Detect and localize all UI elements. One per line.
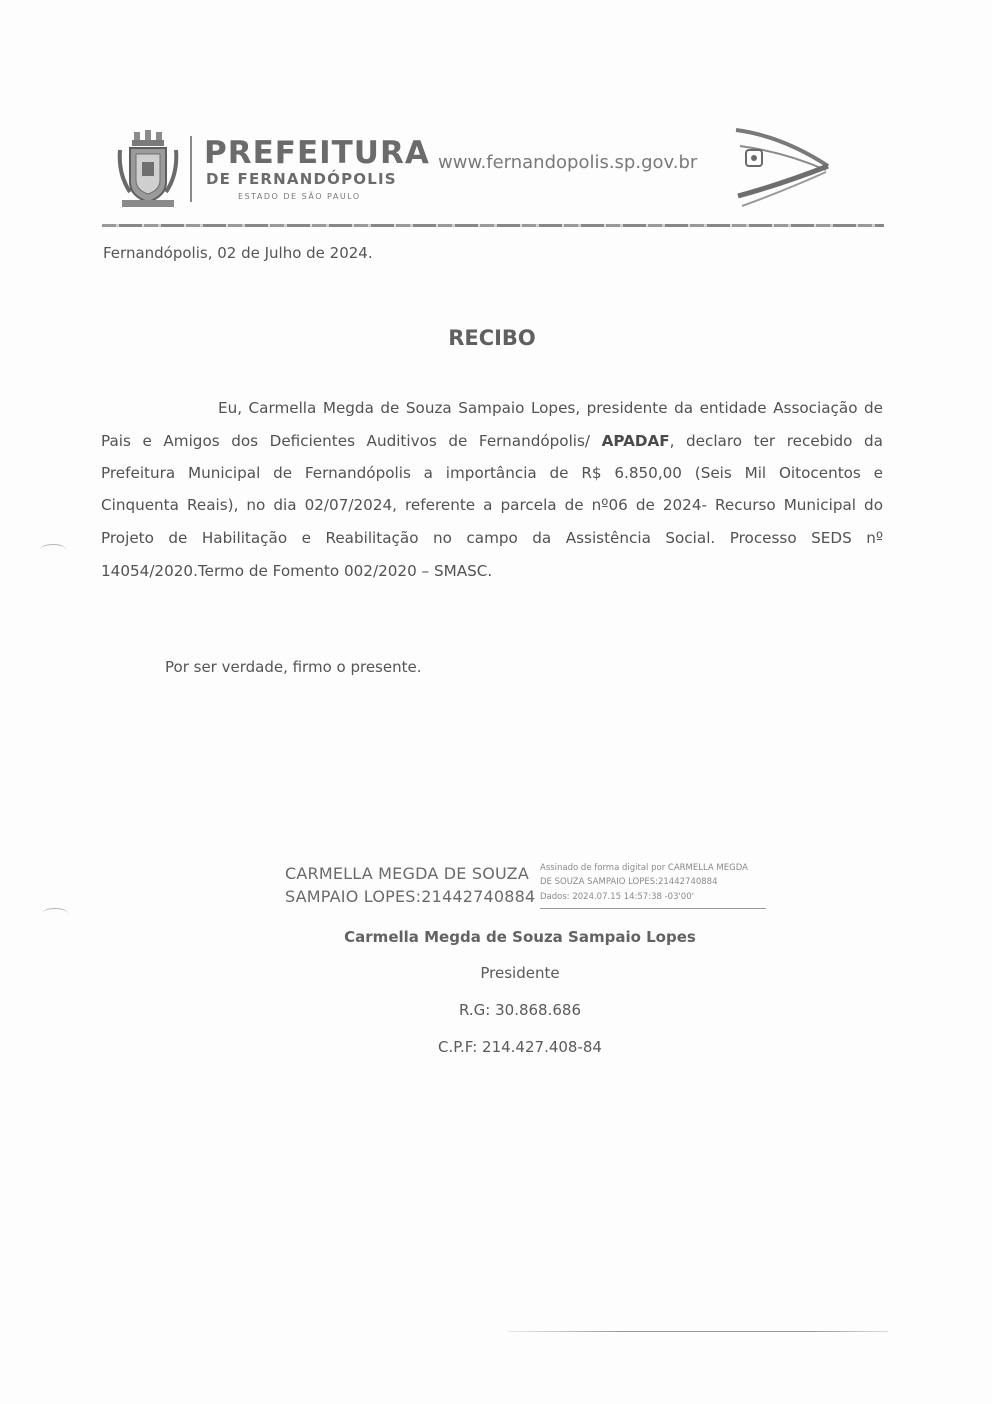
municipal-coat-of-arms-icon — [116, 130, 180, 210]
digital-signature-meta: Assinado de forma digital por CARMELLA MEGDA — [540, 863, 748, 873]
body-line: Projeto de Habilitação e Reabilitação no campo da Assistência Social. Processo SEDS nº — [101, 529, 883, 547]
signer-rg: R.G: 30.868.686 — [459, 1001, 581, 1019]
footer-rule — [508, 1331, 888, 1332]
body-line: Eu, Carmella Megda de Souza Sampaio Lopes, presidente da entidade Associação de — [218, 399, 883, 417]
scan-mark — [40, 544, 66, 555]
signer-name: Carmella Megda de Souza Sampaio Lopes — [344, 928, 696, 946]
digital-signature-name: CARMELLA MEGDA DE SOUZA — [285, 864, 529, 883]
header-rule — [102, 224, 884, 227]
entity-acronym: APADAF — [601, 432, 670, 450]
website-link[interactable]: www.fernandopolis.sp.gov.br — [438, 152, 698, 173]
closing-statement: Por ser verdade, firmo o presente. — [165, 658, 422, 676]
body-line: Cinquenta Reais), no dia 02/07/2024, referente a parcela de nº06 de 2024- Recurso Municipal do — [101, 496, 883, 514]
digital-signature-name: SAMPAIO LOPES:21442740884 — [285, 887, 536, 906]
signer-role: Presidente — [480, 964, 560, 982]
signer-cpf: C.P.F: 214.427.408-84 — [438, 1038, 602, 1056]
scan-mark — [42, 908, 68, 919]
digital-signature-meta: DE SOUZA SAMPAIO LOPES:21442740884 — [540, 877, 718, 887]
date-line: Fernandópolis, 02 de Julho de 2024. — [103, 244, 373, 262]
org-name: PREFEITURA — [204, 135, 430, 171]
body-line: Pais e Amigos dos Deficientes Auditivos de Fernandópolis/ APADAF, declaro ter recebido da — [101, 432, 883, 450]
body-line: 14054/2020.Termo de Fomento 002/2020 – SMASC. — [101, 562, 493, 580]
org-city: DE FERNANDÓPOLIS — [206, 170, 397, 188]
org-state: ESTADO DE SÃO PAULO — [238, 192, 361, 201]
municipal-emblem-icon — [732, 126, 832, 212]
body-line: Prefeitura Municipal de Fernandópolis a importância de R$ 6.850,00 (Seis Mil Oitocentos e — [101, 464, 883, 482]
document-title: RECIBO — [448, 326, 536, 350]
header-divider — [190, 136, 192, 202]
digital-signature-timestamp: Dados: 2024.07.15 14:57:38 -03'00' — [540, 892, 694, 902]
signature-rule — [540, 908, 766, 909]
